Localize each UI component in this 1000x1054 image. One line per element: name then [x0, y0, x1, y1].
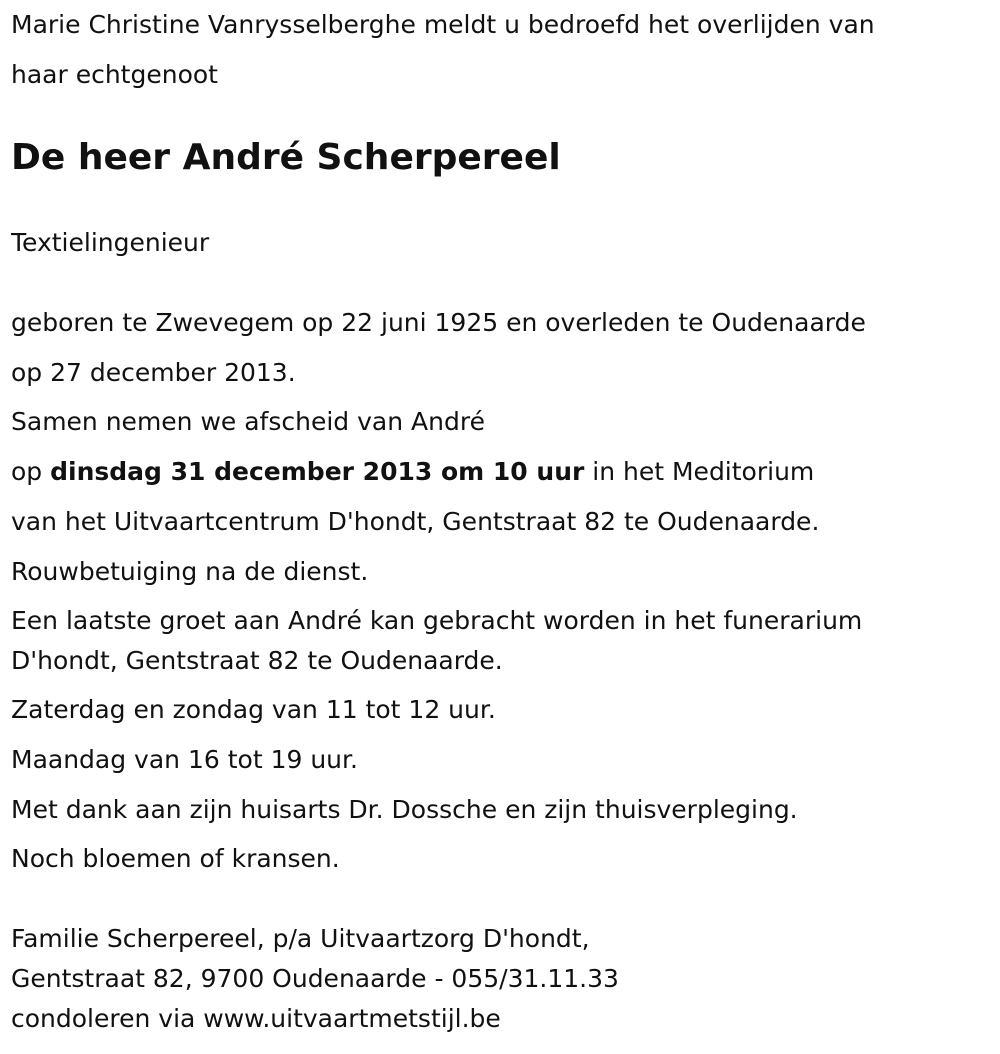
birth-death-line-1: geboren te Zwevegem op 22 juni 1925 en overleden te Oudenaarde — [11, 308, 866, 337]
farewell-line-1: Samen nemen we afscheid van André — [11, 407, 485, 436]
thanks-line: Met dank aan zijn huisarts Dr. Dossche en zijn thuisverpleging. — [11, 795, 798, 824]
intro-line-1: Marie Christine Vanrysselberghe meldt u bedroefd het overlijden van — [11, 10, 875, 39]
contact-address: Gentstraat 82, 9700 Oudenaarde - 055/31.11.33 — [11, 964, 619, 993]
visitation-line-1: Een laatste groet aan André kan gebracht worden in het funerarium — [11, 606, 863, 635]
no-flowers-line: Noch bloemen of kransen. — [11, 844, 340, 873]
farewell-line-3: van het Uitvaartcentrum D'hondt, Gentstraat 82 te Oudenaarde. — [11, 507, 820, 536]
visitation-weekend: Zaterdag en zondag van 11 tot 12 uur. — [11, 695, 496, 724]
birth-death-line-2: op 27 december 2013. — [11, 358, 296, 387]
intro-line-2: haar echtgenoot — [11, 60, 218, 89]
contact-website: condoleren via www.uitvaartmetstijl.be — [11, 1004, 501, 1033]
farewell-line-2 — [11, 457, 814, 487]
visitation-monday: Maandag van 16 tot 19 uur. — [11, 745, 358, 774]
deceased-name-title: De heer André Scherpereel — [11, 137, 561, 178]
visitation-line-2: D'hondt, Gentstraat 82 te Oudenaarde. — [11, 646, 503, 675]
farewell-suffix: in het Meditorium — [584, 457, 815, 486]
ceremony-datetime: dinsdag 31 december 2013 om 10 uur — [50, 457, 585, 486]
farewell-prefix: op — [11, 457, 51, 486]
profession: Textielingenieur — [11, 228, 210, 257]
condolence-note: Rouwbetuiging na de dienst. — [11, 557, 369, 586]
contact-family: Familie Scherpereel, p/a Uitvaartzorg D'hondt, — [11, 924, 590, 953]
